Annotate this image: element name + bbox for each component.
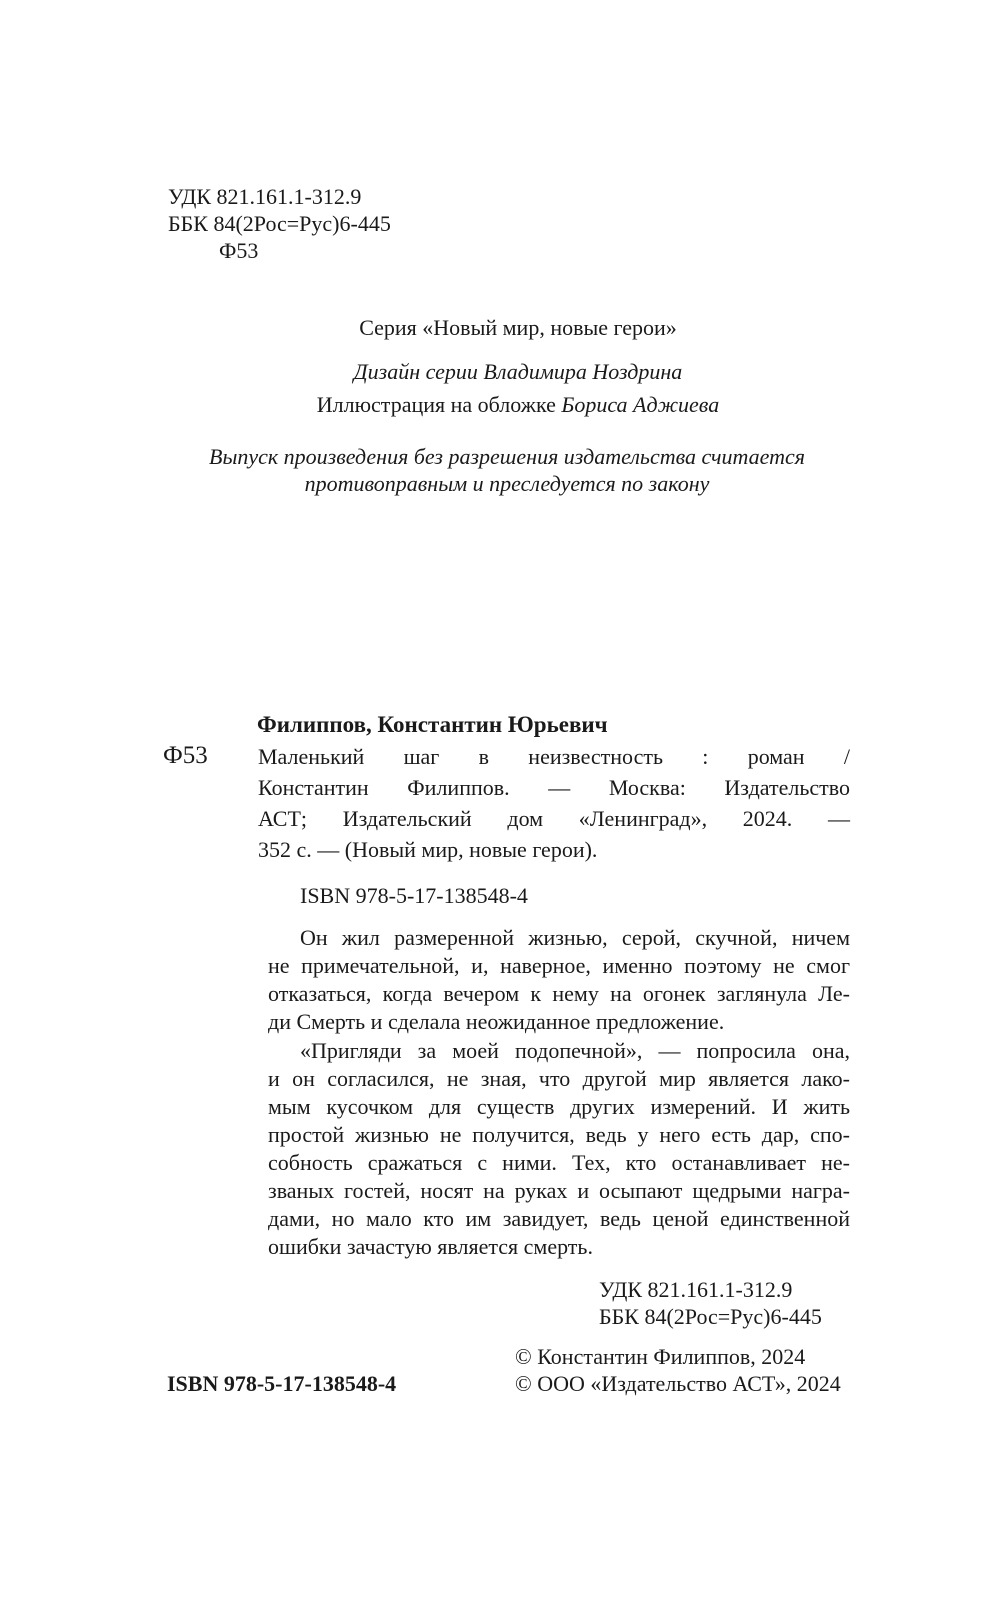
illustration-prefix: Иллюстрация на обложке — [316, 392, 562, 417]
annotation-p2-line-6: званых гостей, носят на руках и осыпают щедрыми награ- — [268, 1178, 850, 1203]
description-line-3: АСТ; Издательский дом «Ленинград», 2024. — — [258, 806, 850, 831]
series-design-credit: Дизайн серии Владимира Ноздрина — [353, 359, 683, 384]
copyright-author: © Константин Филиппов, 2024 — [515, 1344, 806, 1369]
copyright-publisher: © ООО «Издательство АСТ», 2024 — [515, 1371, 841, 1396]
series-title: Серия «Новый мир, новые герои» — [359, 315, 677, 340]
illustrator-name: Бориса Аджиева — [561, 392, 720, 417]
author-heading: Филиппов, Константин Юрьевич — [257, 712, 608, 737]
legal-notice-line-2: противоправным и преследуется по закону — [304, 471, 710, 496]
legal-notice-line-1: Выпуск произведения без разрешения издательства считается — [209, 444, 805, 469]
annotation-p1-line-1: Он жил размеренной жизнью, серой, скучной, ничем — [300, 925, 850, 950]
description-line-2: Константин Филиппов. — Москва: Издательство — [258, 775, 850, 800]
annotation-p1-line-2: не примечательной, и, наверное, именно поэтому не смог — [268, 953, 850, 978]
annotation-p2-line-7: дами, но мало кто им завидует, ведь ценой единственной — [268, 1206, 850, 1231]
isbn-record: ISBN 978-5-17-138548-4 — [300, 883, 528, 908]
bbk-code-top: ББК 84(2Рос=Рус)6-445 — [168, 211, 391, 236]
cover-illustration-credit — [0, 391, 1000, 419]
annotation-p2-line-1: «Пригляди за моей подопечной», — попросила она, — [300, 1038, 850, 1063]
udk-code-top: УДК 821.161.1-312.9 — [168, 184, 362, 209]
description-line-1: Маленький шаг в неизвестность : роман / — [258, 744, 850, 769]
author-mark: Ф53 — [163, 742, 208, 769]
author-mark-top: Ф53 — [219, 238, 259, 263]
annotation-p2-line-2: и он согласился, не зная, что другой мир является лако- — [268, 1066, 850, 1091]
annotation-p1-line-4: ди Смерть и сделала неожиданное предложение. — [268, 1009, 725, 1034]
annotation-p2-line-8: ошибки зачастую является смерть. — [268, 1234, 593, 1259]
description-line-4: 352 с. — (Новый мир, новые герои). — [258, 837, 598, 862]
annotation-p2-line-3: мым кусочком для существ других измерений. И жить — [268, 1094, 850, 1119]
bbk-code-bottom: ББК 84(2Рос=Рус)6-445 — [599, 1304, 822, 1329]
udk-code-bottom: УДК 821.161.1-312.9 — [599, 1277, 793, 1302]
annotation-p2-line-4: простой жизнью не получится, ведь у него есть дар, спо- — [268, 1122, 850, 1147]
annotation-p1-line-3: отказаться, когда вечером к нему на огонек заглянула Ле- — [268, 981, 850, 1006]
isbn-bold: ISBN 978-5-17-138548-4 — [167, 1371, 397, 1396]
annotation-p2-line-5: собность сражаться с ними. Тех, кто останавливает не- — [268, 1150, 850, 1175]
